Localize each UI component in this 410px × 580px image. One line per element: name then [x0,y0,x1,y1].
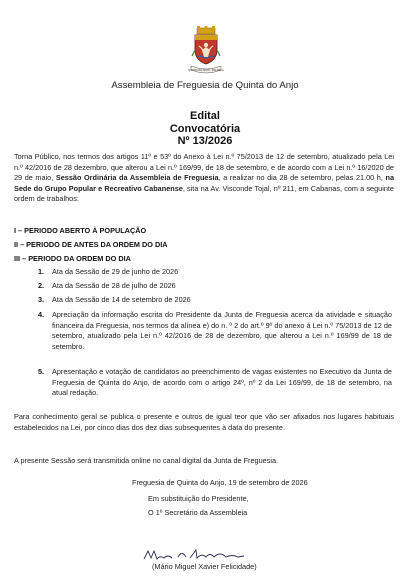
agenda-item-number: 1. [38,267,45,276]
closing-paragraph-publication: Para conhecimento geral se publica o presente e outros de igual teor que vão ser afixados nos lugares habituais estabelecidos na Lei, por cinco dias dos dez dias subsequentes à data do presente. [14,412,394,432]
agenda-item-text: Ata da Sessão de 14 de setembro de 2026 [52,295,191,304]
intro-bold-venue: na Sede do Grupo Popular e Recreativo Cabanense [14,173,394,193]
edital-title-block [0,110,410,148]
intro-text-3: , sita na Av. Visconde Tojal, nº 211, em Cabanas, com a seguinte ordem de trabalhos: [14,183,394,204]
edital-number: Nº 13/2026 [177,135,233,147]
intro-bold-session: Sessão Ordinária da Assembleia de Freguesia [55,173,219,183]
substitution-line: Em substituição do Presidente, [148,494,249,503]
intro-text-1: Torna Público, nos termos dos artigos 11º e 53º do Anexo à Lei n.º 75/2013 de 12 de setembro, atualizado pela Lei n.º 42/2016 de 28 dezembro, que alterou a Lei n.º 169/99, de 18 de setembro, e de acordo com a Lei n.º 16/2020 de 29 de maio, [14,152,394,183]
intro-paragraph [14,152,394,205]
section-heading-2: II – PERIODO DE ANTES DA ORDEM DO DIA [14,240,168,249]
agenda-item-text: Ata da Sessão de 29 de junho de 2026 [52,267,179,276]
section-heading-3: III – PERIODO DA ORDEM DO DIA [14,254,131,263]
agenda-item-number: 3. [38,295,45,304]
section-heading-1: I – PERIODO ABERTO À POPULAÇÃO [14,226,147,235]
edital-subtitle: Convocatória [169,122,241,135]
agenda-item-text: Apresentação e votação de candidatos ao preenchimento de vagas existentes no Executivo da Junta de Freguesia de Quinta do Anjo, de acordo com o artigo 24º, nº 2 da Lei 169/99, de 18 de setembro, na atual redação. [52,367,392,398]
edital-label: Edital [190,110,220,122]
crest-motto: QUINTA DO ANJO · PALMELA [188,69,224,72]
agenda-item-text: Apreciação da informação escrita do Presidente da Junta de Freguesia acerca da atividade e situação financeira da Freguesia, nos termos da alínea e) do n. º 2 do art.º 9º do anexo à Lei n.º 75/2013 de 12 de setembro, atualizado pela Lei n.º 42/2016 de 28 de dezembro, que alterou a Lei n.º 169/99 de 18 de setembro. [52,310,392,351]
signatory-name: (Mário Miguel Xavier Felicidade) [152,562,257,571]
intro-text-2: , a realizar no dia 28 de setembro, pelas 21.00 h, [218,173,386,183]
agenda-item-number: 2. [38,281,45,290]
handwritten-signature [142,548,262,562]
agenda-item-number: 4. [38,310,45,319]
closing-paragraph-online: A presente Sessão será transmitida online no canal digital da Junta de Freguesia. [14,456,279,465]
signature-lettering: Mário Felicidade [142,548,150,549]
agenda-item-text: Ata da Sessão de 28 de julho de 2026 [52,281,176,290]
place-and-date: Freguesia de Quinta do Anjo, 19 de setembro de 2026 [132,478,308,487]
signatory-role: O 1º Secretário da Assembleia [148,508,248,517]
parish-crest-emblem [188,26,224,76]
assembly-name-heading: Assembleia de Freguesia de Quinta do Anjo [111,80,299,91]
agenda-item-number: 5. [38,367,45,376]
